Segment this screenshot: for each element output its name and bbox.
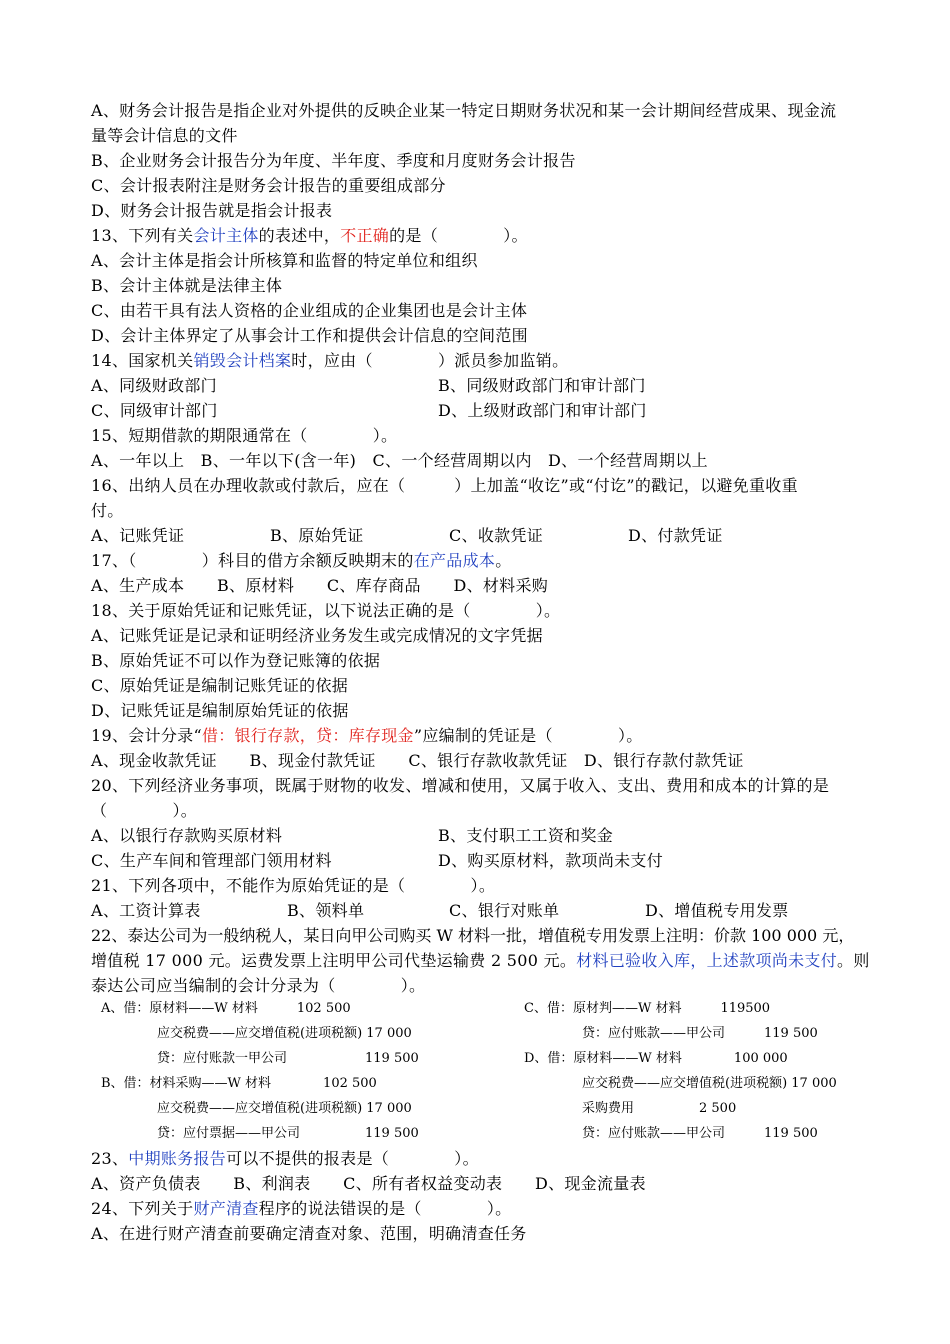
question-18: 18、关于原始凭证和记账凭证，以下说法正确的是（ ）。 — [91, 601, 561, 620]
option-a: A、在进行财产清查前要确定清查对象、范围，明确清查任务 — [91, 1224, 527, 1243]
text-line: C、会计报表附注是财务会计报告的重要组成部分 — [91, 176, 446, 195]
journal-entry-b-line: 贷：应付票据——甲公司 119 500 — [157, 1126, 419, 1141]
option-c: C、生产车间和管理部门领用材料 — [91, 851, 332, 870]
question-21: 21、下列各项中，不能作为原始凭证的是（ ）。 — [91, 876, 496, 895]
option-a: A、记账凭证 — [91, 526, 185, 545]
question-text: 19、会计分录“ — [91, 726, 202, 745]
question-22-cont: 泰达公司应当编制的会计分录为（ ）。 — [91, 976, 426, 995]
question-14 — [91, 349, 568, 373]
text-line: B、企业财务会计报告分为年度、半年度、季度和月度财务会计报告 — [91, 151, 576, 170]
text-line: 量等会计信息的文件 — [91, 126, 238, 145]
journal-entry-a-line: 贷：应付账款一甲公司 119 500 — [157, 1051, 419, 1066]
text-line: A、财务会计报告是指企业对外提供的反映企业某一特定日期财务状况和某一会计期间经营成果、现金流 — [91, 101, 837, 120]
option-d: D、购买原材料，款项尚未支付 — [438, 851, 664, 870]
question-19 — [91, 724, 643, 748]
question-22-cont — [91, 949, 870, 973]
question-text: 。则 — [837, 951, 870, 970]
question-text: 13、下列有关 — [91, 226, 194, 245]
journal-entry-b-line: 应交税费——应交增值税(进项税额) 17 000 — [157, 1101, 412, 1116]
question-text: 24、下列关于 — [91, 1199, 194, 1218]
option-d: D、会计主体界定了从事会计工作和提供会计信息的空间范围 — [91, 326, 528, 345]
question-text: 程序的说法错误的是（ ）。 — [258, 1199, 512, 1218]
question-text: 14、国家机关 — [91, 351, 194, 370]
option-c: C、银行对账单 — [449, 901, 560, 920]
highlight-term: 在产品成本 — [413, 551, 496, 570]
highlight-term: 会计主体 — [193, 226, 259, 245]
option-d: D、上级财政部门和审计部门 — [438, 401, 647, 420]
journal-entry-d-line: 贷：应付账款——甲公司 119 500 — [582, 1126, 818, 1141]
question-24 — [91, 1197, 511, 1221]
option-a: A、以银行存款购买原材料 — [91, 826, 283, 845]
options-row: A、现金收款凭证 B、现金付款凭证 C、银行存款收款凭证 D、银行存款付款凭证 — [91, 751, 744, 770]
highlight-term: 财产清查 — [193, 1199, 259, 1218]
options-row: A、资产负债表 B、利润表 C、所有者权益变动表 D、现金流量表 — [91, 1174, 646, 1193]
question-text: 17、（ ）科目的借方余额反映期末的 — [91, 551, 414, 570]
question-20-cont: （ ）。 — [91, 801, 198, 820]
option-d: D、增值税专用发票 — [645, 901, 789, 920]
highlight-term: 中期账务报告 — [128, 1149, 227, 1168]
journal-entry-a-line: A、借：原材料——W 材料 102 500 — [101, 1001, 351, 1016]
options-row: A、一年以上 B、一年以下(含一年) C、一个经营周期以内 D、一个经营周期以上 — [91, 451, 708, 470]
option-b: B、同级财政部门和审计部门 — [438, 376, 646, 395]
question-text: ”应编制的凭证是（ ）。 — [413, 726, 643, 745]
question-text: 的表述中， — [258, 226, 341, 245]
journal-entry-c-line: C、借：原材判——W 材料 119500 — [524, 1001, 771, 1016]
option-d: D、付款凭证 — [628, 526, 723, 545]
journal-entry-d-line: D、借：原材料——W 材料 100 000 — [524, 1051, 788, 1066]
option-b: B、支付职工工资和奖金 — [438, 826, 614, 845]
journal-entry-d-line: 应交税费——应交增值税(进项税额) 17 000 — [582, 1076, 837, 1091]
option-c: C、同级审计部门 — [91, 401, 218, 420]
option-a: A、会计主体是指会计所核算和监督的特定单位和组织 — [91, 251, 478, 270]
question-text: 时，应由（ ）派员参加监销。 — [291, 351, 569, 370]
question-text: 可以不提供的报表是（ ）。 — [226, 1149, 479, 1168]
highlight-term: 材料已验收入库，上述款项尚未支付 — [576, 951, 838, 970]
option-a: A、工资计算表 — [91, 901, 201, 920]
question-13 — [91, 224, 528, 248]
question-23 — [91, 1147, 479, 1171]
journal-entry-d-line: 采购费用 2 500 — [582, 1101, 737, 1116]
question-text: 增值税 17 000 元。运费发票上注明甲公司代垫运输费 2 500 元。 — [91, 951, 577, 970]
question-22: 22、泰达公司为一般纳税人，某日向甲公司购买 W 材料一批，增值税专用发票上注明：价款 100 000 元， — [91, 926, 855, 945]
journal-entry-c-line: 贷：应付账款——甲公司 119 500 — [582, 1026, 818, 1041]
option-d: D、记账凭证是编制原始凭证的依据 — [91, 701, 349, 720]
option-b: B、会计主体就是法律主体 — [91, 276, 283, 295]
option-a: A、记账凭证是记录和证明经济业务发生或完成情况的文字凭据 — [91, 626, 543, 645]
option-c: C、收款凭证 — [449, 526, 544, 545]
question-17 — [91, 549, 512, 573]
question-16: 16、出纳人员在办理收款或付款后，应在（ ）上加盖“收讫”或“付讫”的戳记，以避免重收重 — [91, 476, 798, 495]
question-text: 。 — [495, 551, 512, 570]
option-b: B、原始凭证 — [270, 526, 364, 545]
question-16-cont: 付。 — [91, 501, 124, 520]
options-row: A、生产成本 B、原材料 C、库存商品 D、材料采购 — [91, 576, 549, 595]
option-a: A、同级财政部门 — [91, 376, 217, 395]
highlight-term: 不正确 — [340, 226, 390, 245]
option-c: C、由若干具有法人资格的企业组成的企业集团也是会计主体 — [91, 301, 528, 320]
question-text: 的是（ ）。 — [389, 226, 528, 245]
question-text: 23、 — [91, 1149, 129, 1168]
question-20: 20、下列经济业务事项，既属于财物的收发、增减和使用，又属于收入、支出、费用和成本的计算的是 — [91, 776, 830, 795]
highlight-term: 借：银行存款，贷：库存现金 — [201, 726, 414, 745]
text-line: D、财务会计报告就是指会计报表 — [91, 201, 333, 220]
option-b: B、领料单 — [287, 901, 365, 920]
journal-entry-b-line: B、借：材料采购——W 材料 102 500 — [101, 1076, 377, 1091]
question-15: 15、短期借款的期限通常在（ ）。 — [91, 426, 398, 445]
option-b: B、原始凭证不可以作为登记账簿的依据 — [91, 651, 381, 670]
highlight-term: 销毁会计档案 — [193, 351, 292, 370]
option-c: C、原始凭证是编制记账凭证的依据 — [91, 676, 349, 695]
journal-entry-a-line: 应交税费——应交增值税(进项税额) 17 000 — [157, 1026, 412, 1041]
